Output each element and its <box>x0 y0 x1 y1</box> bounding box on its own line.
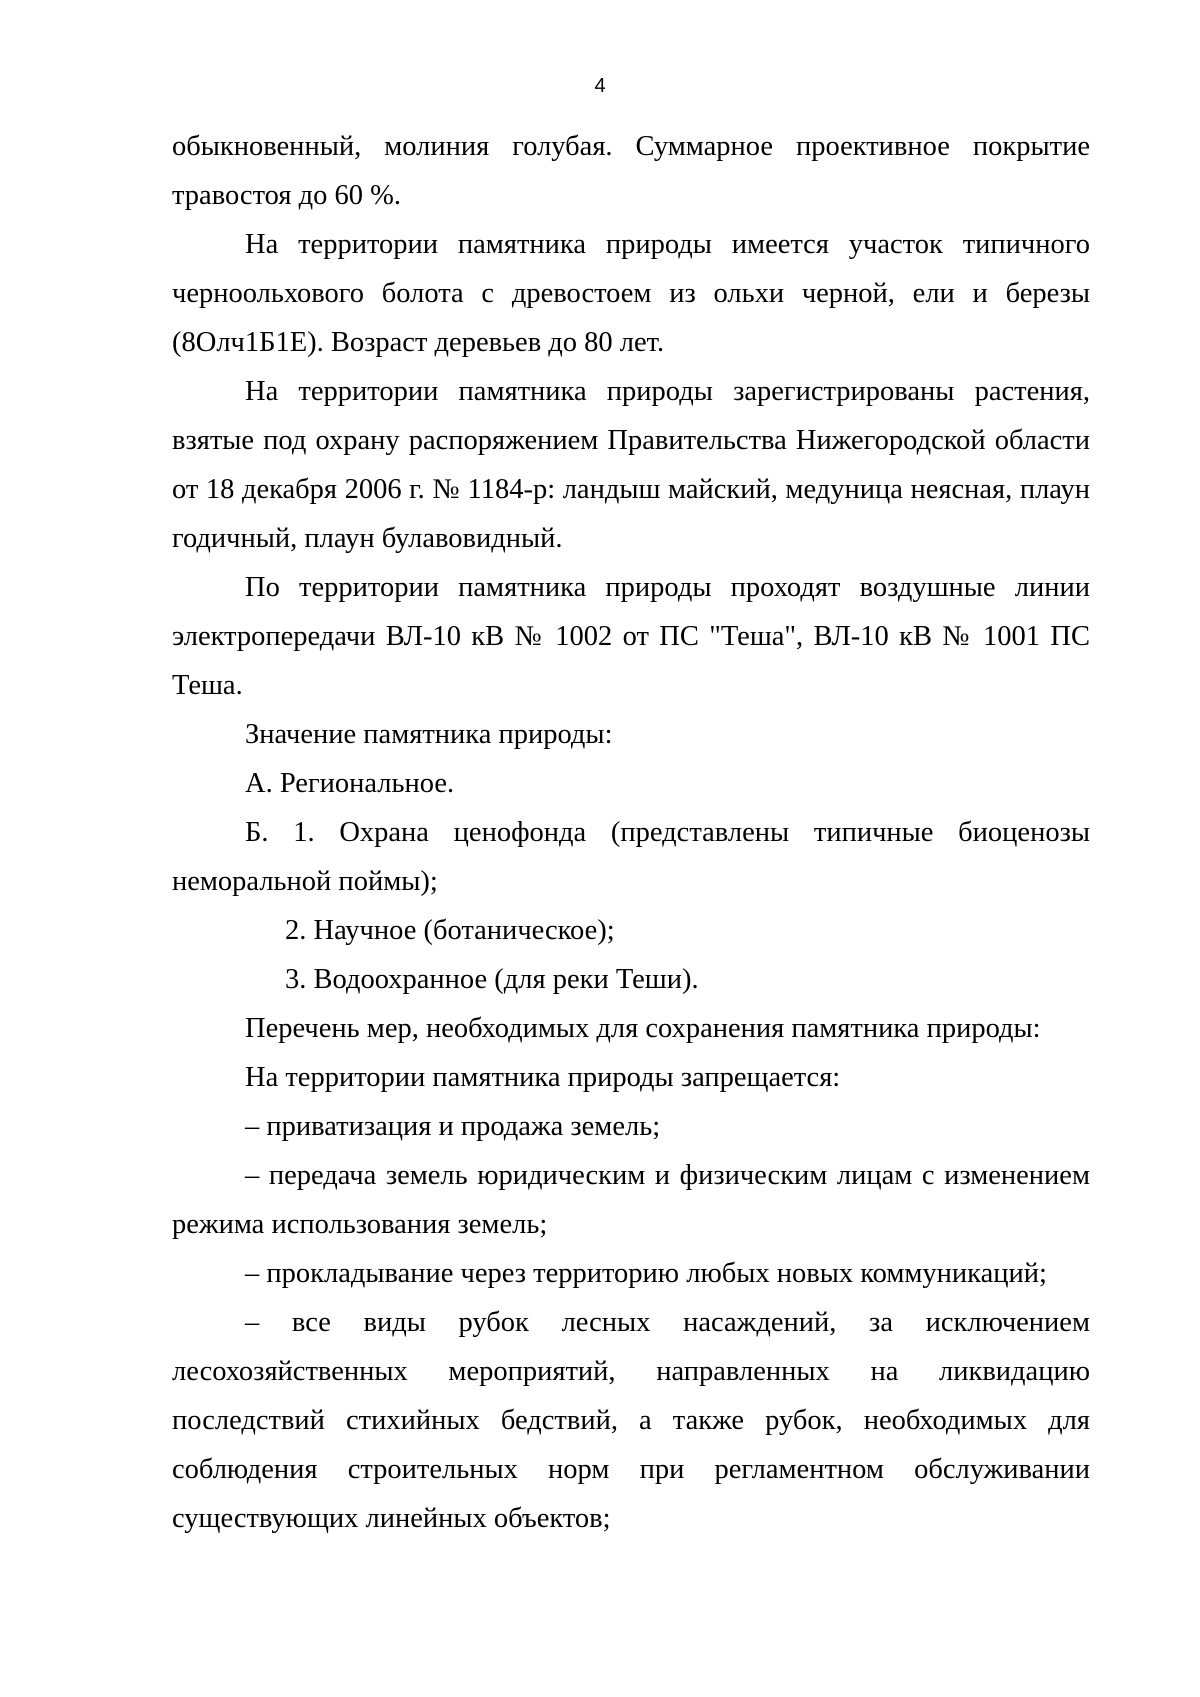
paragraph-power-lines: По территории памятника природы проходят воздушные линии электропередачи ВЛ-10 кВ № 1002 от ПС "Теша", ВЛ-10 кВ № 1001 ПС Теша. <box>172 572 1090 701</box>
paragraph-significance-b1: Б. 1. Охрана ценофонда (представлены типичные биоценозы неморальной поймы); <box>172 817 1090 897</box>
list-item-new-communications: – прокладывание через территорию любых новых коммуникаций; <box>245 1258 1047 1289</box>
page-number: 4 <box>594 75 606 97</box>
paragraph-measures-heading: Перечень мер, необходимых для сохранения памятника природы: <box>245 1013 1041 1044</box>
paragraph-protected-plants: На территории памятника природы зарегистрированы растения, взятые под охрану распоряжением Правительства Нижегородской области от 18 декабря 2006 г. № 1184-р: ландыш майский, медуница неясная, плаун годичный, плаун булавовидный. <box>172 376 1090 554</box>
paragraph-vegetation-cover: обыкновенный, молиния голубая. Суммарное проективное покрытие травостоя до 60 %. <box>172 131 1090 211</box>
paragraph-significance-heading: Значение памятника природы: <box>245 719 613 750</box>
paragraph-significance-a: А. Региональное. <box>245 768 455 799</box>
paragraph-prohibited-heading: На территории памятника природы запрещается: <box>245 1062 841 1093</box>
paragraph-significance-b2: 2. Научное (ботаническое); <box>285 915 615 946</box>
paragraph-significance-b3: 3. Водоохранное (для реки Теши). <box>285 964 699 995</box>
list-item-privatization: – приватизация и продажа земель; <box>245 1111 661 1142</box>
list-item-logging: – все виды рубок лесных насаждений, за исключением лесохозяйственных мероприятий, направленных на ликвидацию последствий стихийных бедствий, а также рубок, необходимых для соблюдения строительных норм при регламентном обслуживании существующих линейных объектов; <box>172 1307 1090 1534</box>
list-item-land-transfer: – передача земель юридическим и физическим лицам с изменением режима использования земель; <box>172 1160 1090 1240</box>
document-body <box>172 122 1090 1543</box>
paragraph-alder-swamp: На территории памятника природы имеется участок типичного черноольхового болота с древостоем из ольхи черной, ели и березы (8Олч1Б1Е). Возраст деревьев до 80 лет. <box>172 229 1090 358</box>
